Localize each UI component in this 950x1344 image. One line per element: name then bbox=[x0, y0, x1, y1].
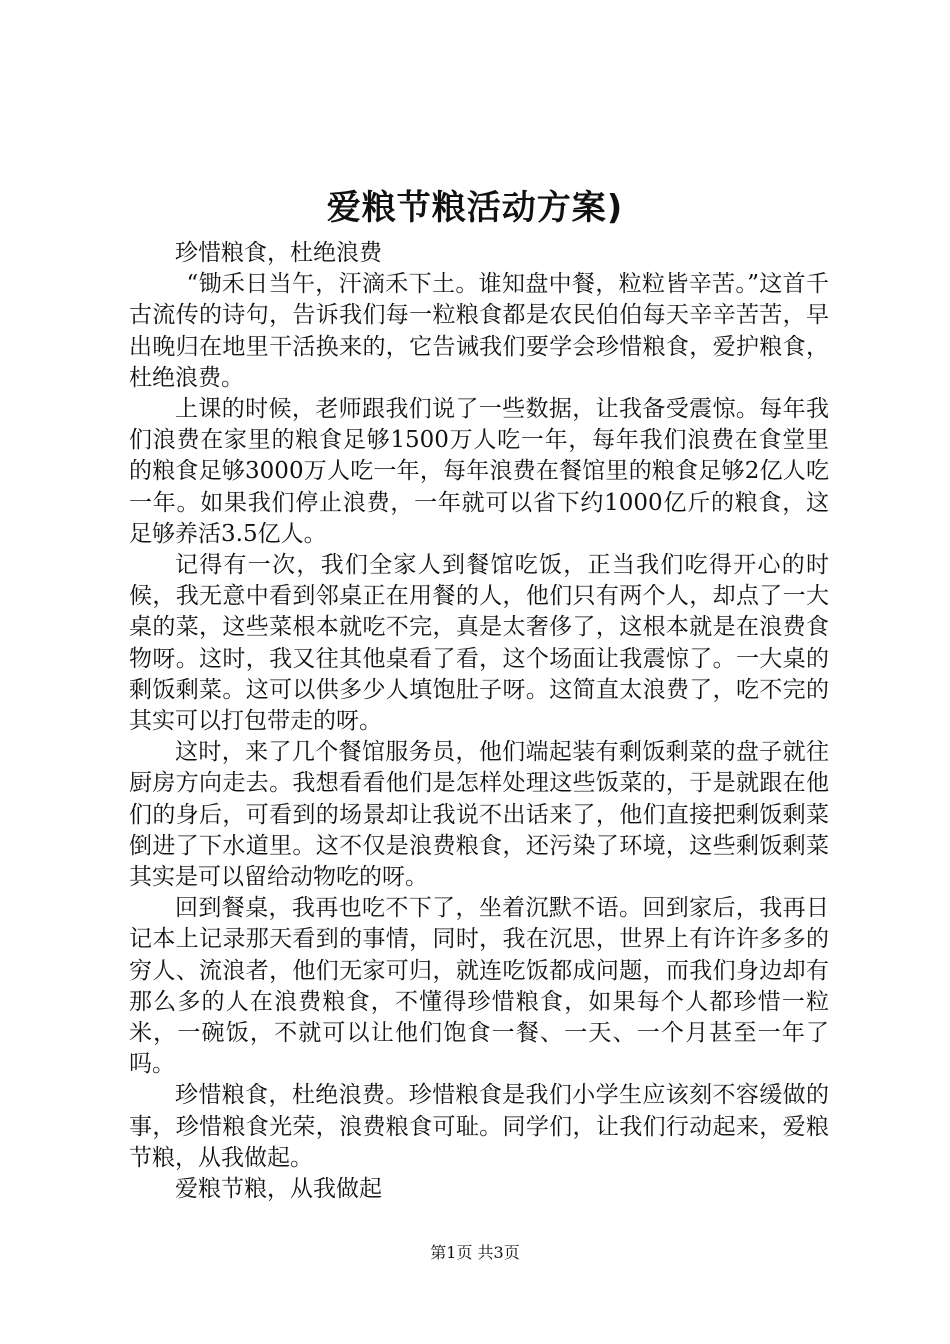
document-title: 爱粮节粮活动方案) bbox=[326, 188, 624, 228]
paragraph-waste-data: 上课的时候，老师跟我们说了一些数据，让我备受震惊。每年我们浪费在家里的粮食足够1500万人吃一年，每年我们浪费在食堂里的粮食足够3000万人吃一年，每年浪费在餐馆里的粮食足够2亿人吃一年。如果我们停止浪费，一年就可以省下约1000亿斤的粮食，这足够养活3.5亿人。 bbox=[129, 396, 829, 547]
paragraph-subtitle: 珍惜粮食，杜绝浪费 bbox=[175, 240, 382, 266]
paragraph-call-to-action: 珍惜粮食，杜绝浪费。珍惜粮食是我们小学生应该刻不容缓做的事，珍惜粮食光荣，浪费粮食可耻。同学们，让我们行动起来，爱粮节粮，从我做起。 bbox=[129, 1082, 829, 1171]
paragraph-closing: 爱粮节粮，从我做起 bbox=[175, 1176, 382, 1203]
paragraph-restaurant-story: 记得有一次，我们全家人到餐馆吃饭，正当我们吃得开心的时候，我无意中看到邻桌正在用餐的人，他们只有两个人，却点了一大桌的菜，这些菜根本就吃不完，真是太奢侈了，这根本就是在浪费食物呀。这时，我又往其他桌看了看，这个场面让我震惊了。一大桌的剩饭剩菜。这可以供多少人填饱肚子呀。这简直太浪费了，吃不完的其实可以打包带走的呀。 bbox=[129, 552, 829, 735]
document-body bbox=[129, 238, 829, 1205]
paragraph-waiters: 这时，来了几个餐馆服务员，他们端起装有剩饭剩菜的盘子就往厨房方向走去。我想看看他们是怎样处理这些饭菜的，于是就跟在他们的身后，可看到的场景却让我说不出话来了，他们直接把剩饭剩菜倒进了下水道里。这不仅是浪费粮食，还污染了环境，这些剩饭剩菜其实是可以留给动物吃的呀。 bbox=[129, 739, 829, 891]
page-number-footer: 第1页 共3页 bbox=[430, 1243, 520, 1262]
paragraph-reflection: 回到餐桌，我再也吃不下了，坐着沉默不语。回到家后，我再日记本上记录那天看到的事情，同时，我在沉思，世界上有许许多多的穷人、流浪者，他们无家可归，就连吃饭都成问题，而我们身边却有那么多的人在浪费粮食，不懂得珍惜粮食，如果每个人都珍惜一粒米，一碗饭，不就可以让他们饱食一餐、一天、一个月甚至一年了吗。 bbox=[129, 895, 829, 1078]
paragraph-poem-intro: “锄禾日当午，汗滴禾下土。谁知盘中餐，粒粒皆辛苦。”这首千古流传的诗句，告诉我们每一粒粮食都是农民伯伯每天辛辛苦苦，早出晚归在地里干活换来的，它告诫我们要学会珍惜粮食，爱护粮食，杜绝浪费。 bbox=[129, 271, 829, 391]
